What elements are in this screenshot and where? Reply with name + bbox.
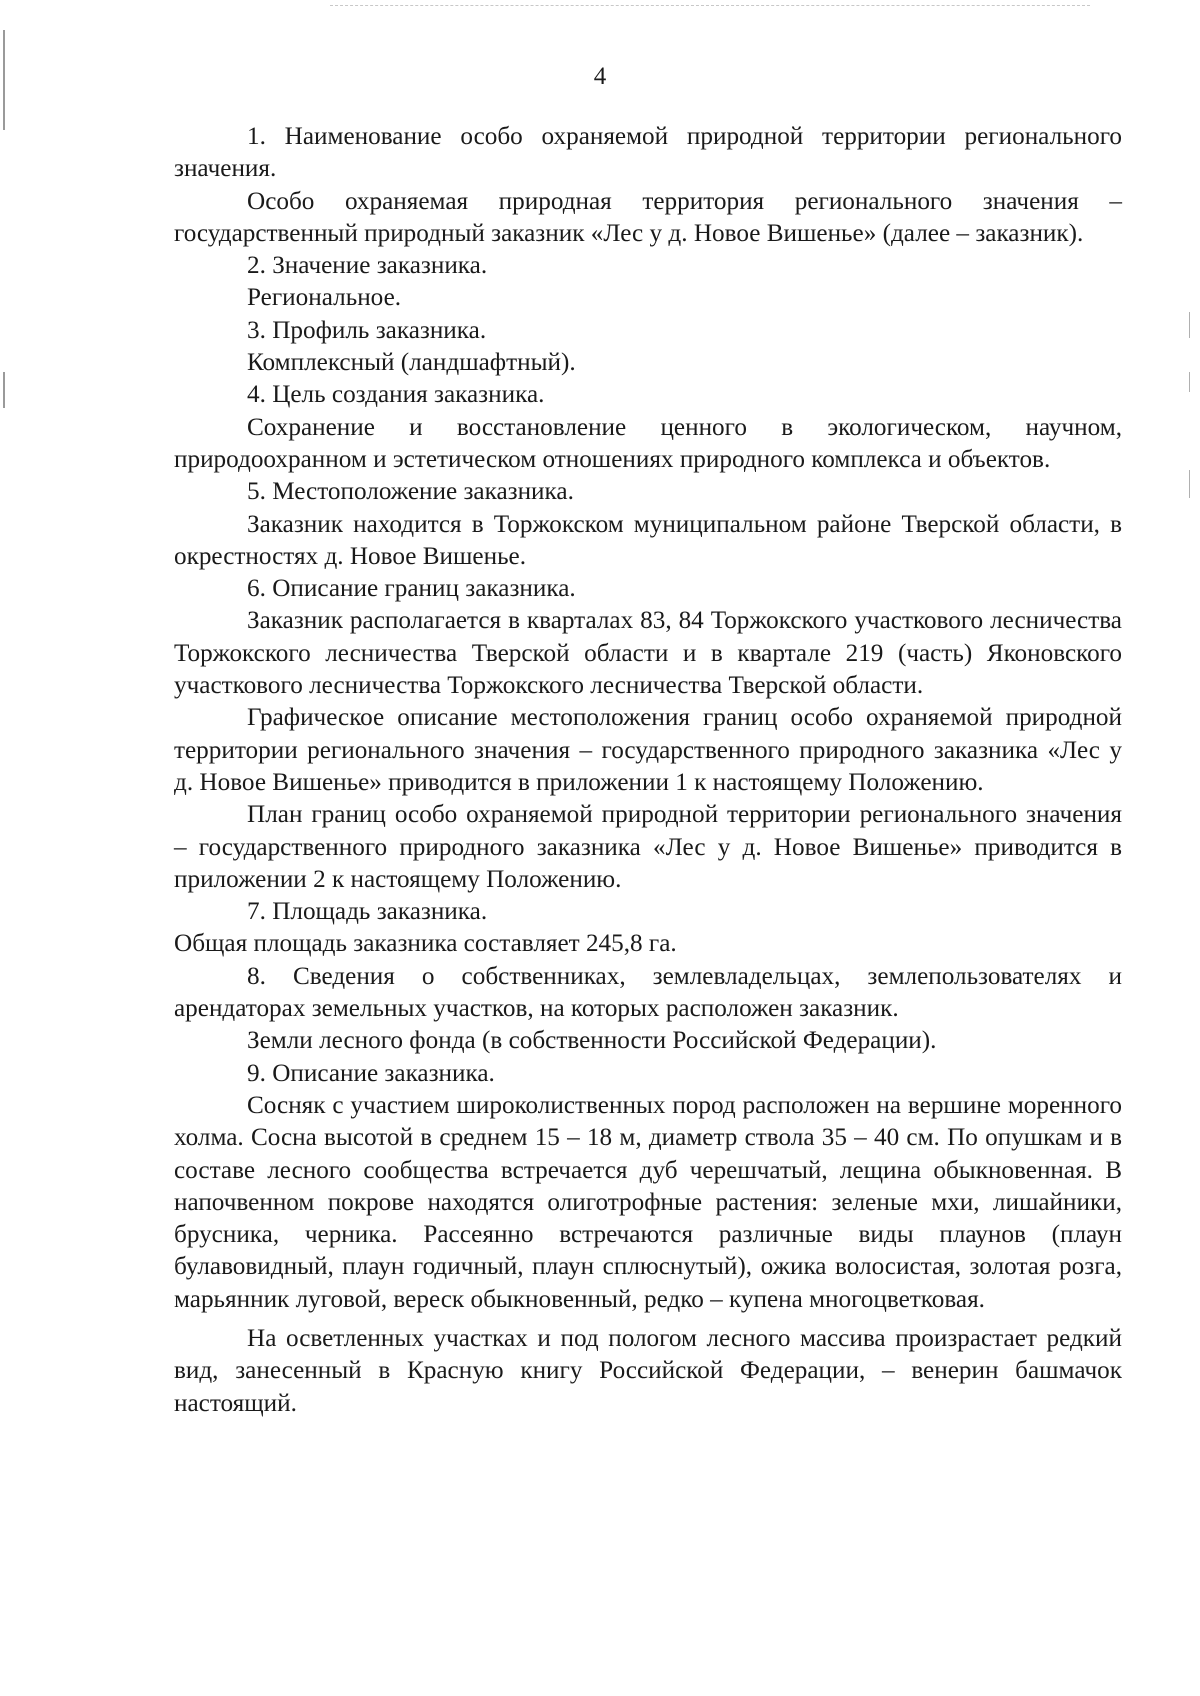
paragraph: Графическое описание местоположения границ особо охраняемой природной территории регионального значения – государственного природного заказника «Лес у д. Новое Вишенье» приводится в приложении 1 к настоящему Положению. <box>174 704 1122 796</box>
paragraph: Земли лесного фонда (в собственности Российской Федерации). <box>247 1027 937 1055</box>
section-heading: 8. Сведения о собственниках, землевладельцах, землепользователях и арендаторах земельных участков, на которых расположен заказник. <box>174 962 1122 1023</box>
paragraph: План границ особо охраняемой природной территории регионального значения – государственного природного заказника «Лес у д. Новое Вишенье» приводится в приложении 2 к настоящему Положению. <box>174 801 1122 893</box>
paragraph: Сохранение и восстановление ценного в экологическом, научном, природоохранном и эстетическом отношениях природного комплекса и объектов. <box>174 413 1122 473</box>
paragraph: Заказник располагается в кварталах 83, 84 Торжокского участкового лесничества Торжокского лесничества Тверской области и в квартале 219 (часть) Яконовского участкового лесничества Торжокского лесничества Тверской области. <box>174 607 1122 700</box>
paragraph: Заказник находится в Торжокском муниципальном районе Тверской области, в окрестностях д. Новое Вишенье. <box>174 510 1122 570</box>
section-heading: 1. Наименование особо охраняемой природной территории регионального значения. <box>174 123 1122 183</box>
page-number: 4 <box>593 63 607 90</box>
section-heading: 5. Местоположение заказника. <box>247 478 574 506</box>
paragraph: Сосняк с участием широколиственных пород расположен на вершине моренного холма. Сосна высотой в среднем 15 – 18 м, диаметр ствола 35 – 40 см. По опушкам и в составе лесного сообщества встречается дуб черешчатый, лещина обыкновенная. В напочвенном покрове находятся олиготрофные растения: зеленые мхи, лишайники, брусника, черника. Рассеянно встречаются различные виды плаунов (плаун булавовидный, плаун годичный, плаун сплюснутый), ожика волосистая, золотая розга, марьянник луговой, вереск обыкновенный, редко – купена многоцветковая. <box>174 1091 1122 1313</box>
section-heading: 4. Цель создания заказника. <box>247 381 545 409</box>
document-body <box>174 121 1122 1420</box>
section-heading: 6. Описание границ заказника. <box>247 575 576 603</box>
section-heading: 2. Значение заказника. <box>247 252 488 280</box>
scan-edge-mark <box>1189 312 1190 338</box>
section-heading: 9. Описание заказника. <box>247 1059 495 1087</box>
scan-artifact-line <box>330 5 1090 6</box>
paragraph: На осветленных участках и под пологом лесного массива произрастает редкий вид, занесенный в Красную книгу Российской Федерации, – венерин башмачок настоящий. <box>174 1324 1122 1417</box>
paragraph: Комплексный (ландшафтный). <box>247 349 576 377</box>
section-heading: 3. Профиль заказника. <box>247 316 487 344</box>
scan-edge-mark <box>1189 470 1190 498</box>
paragraph: Общая площадь заказника составляет 245,8 га. <box>174 930 677 958</box>
paragraph: Особо охраняемая природная территория регионального значения – государственный природный заказник «Лес у д. Новое Вишенье» (далее – заказник). <box>174 187 1122 247</box>
paragraph: Региональное. <box>247 284 402 312</box>
scan-edge-mark <box>3 372 5 408</box>
section-heading: 7. Площадь заказника. <box>247 898 488 926</box>
scan-edge-mark <box>1189 372 1190 392</box>
